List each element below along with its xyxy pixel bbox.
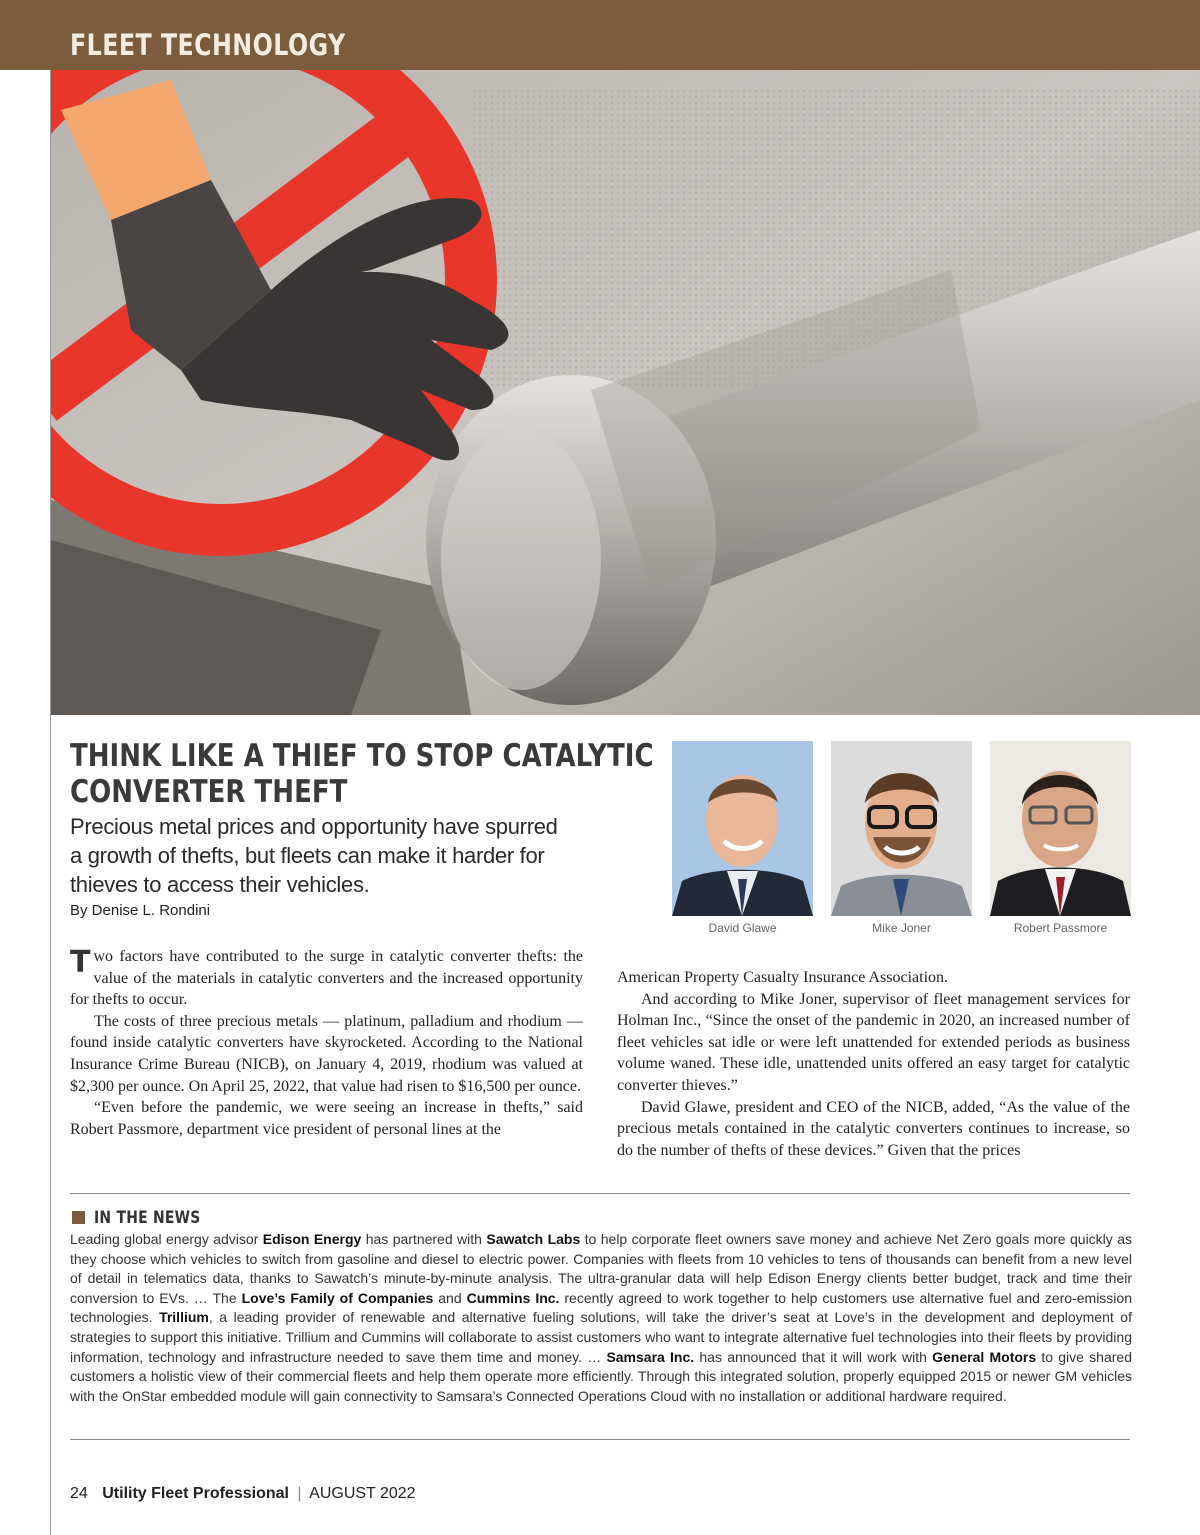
- headshot-david-glawe: [672, 741, 813, 916]
- section-label: FLEET TECHNOLOGY: [70, 28, 346, 62]
- news-company: General Motors: [932, 1348, 1037, 1365]
- paragraph-6: David Glawe, president and CEO of the NICB, added, “As the value of the precious metals contained in the catalytic converters continues to increase, so do the number of thefts of these devices.” Given that the prices: [617, 1098, 1130, 1159]
- paragraph-1-text: wo factors have contributed to the surge in catalytic converter thefts: the value of the materials in catalytic converters and the increased opportunity for thefts to occur.: [70, 948, 583, 1009]
- caption-robert-passmore: Robert Passmore: [1013, 921, 1108, 935]
- news-square-icon: [72, 1211, 85, 1224]
- paragraph-1: [70, 946, 583, 1011]
- page-number: 24: [70, 1485, 88, 1502]
- news-text: to give shared customers a holistic view of their commercial fleets and help them operate more efficiently. Through this integrated solution, properly equipped 2015 or newer GM vehicles with the OnStar embedded module will gain connectivity to Samsara’s Connected Operations Cloud with no installation or additional hardware required.: [70, 1348, 1132, 1404]
- news-text: recently agreed to work together to help customers use alternative fuel and zero-emission technologies.: [70, 1289, 1132, 1326]
- news-body: [70, 1230, 1132, 1406]
- news-text: Leading global energy advisor: [70, 1231, 263, 1247]
- headline-line-2: CONVERTER THEFT: [70, 774, 348, 810]
- caption-mike-joner: Mike Joner: [872, 921, 931, 935]
- page-footer: [70, 1485, 416, 1503]
- headline-line-1: THINK LIKE A THIEF TO STOP CATALYTIC: [70, 738, 654, 774]
- article-column-2: [617, 967, 1130, 1161]
- paragraph-3: “Even before the pandemic, we were seeing an increase in thefts,” said Robert Passmore, department vice president of personal lines at the: [70, 1099, 583, 1138]
- news-company: Sawatch Labs: [486, 1231, 581, 1247]
- byline: By Denise L. Rondini: [70, 902, 211, 919]
- drop-cap: T: [70, 945, 91, 980]
- headshot-robert-passmore: [990, 741, 1131, 916]
- article-deck: Precious metal prices and opportunity have spurred a growth of thefts, but fleets can make it harder for thieves to access their vehicles.: [70, 814, 558, 897]
- news-company: Love’s Family of Companies: [241, 1289, 434, 1306]
- news-company: Samsara Inc.: [606, 1348, 695, 1365]
- news-title: IN THE NEWS: [94, 1208, 201, 1228]
- paragraph-5: And according to Mike Joner, supervisor of fleet management services for Holman Inc., “Since the onset of the pandemic in 2020, an increased number of fleet vehicles sat idle or were left unattended for extended periods as business volume waned. These idle, unattended units offered an easy target for catalytic converter thieves.”: [617, 990, 1130, 1094]
- article-column-1: [70, 946, 583, 1140]
- news-text: has partnered with: [361, 1231, 487, 1247]
- news-company: Cummins Inc.: [466, 1289, 560, 1306]
- news-divider-bottom: [70, 1439, 1130, 1440]
- caption-david-glawe: David Glawe: [708, 921, 777, 935]
- paragraph-4: American Property Casualty Insurance Association.: [617, 969, 949, 986]
- footer-separator: |: [297, 1485, 302, 1502]
- article-headline: [70, 738, 654, 810]
- news-text: and: [433, 1289, 467, 1306]
- headshot-mike-joner: [831, 741, 972, 916]
- issue-date: AUGUST 2022: [309, 1485, 416, 1502]
- news-text: has announced that it will work with: [694, 1348, 933, 1365]
- news-divider-top: [70, 1193, 1130, 1194]
- news-company: Trillium: [159, 1309, 209, 1326]
- hero-illustration: [51, 70, 1200, 715]
- news-text: to help corporate fleet owners save money and achieve Net Zero goals more quickly as they choose which vehicles to switch from gasoline and diesel to electric power. Companies with fleets from 10 vehicles to tens of thousands can benefit from a new level of detail in telematics data, thanks to Sawatch’s minute-by-minute analysis. The ultra-granular data will help Edison Energy clients better budget, track and time their conversion to EVs. … The: [70, 1231, 1132, 1306]
- news-company: Edison Energy: [262, 1231, 362, 1247]
- news-text: , a leading provider of renewable and alternative fueling solutions, will take the driver’s seat at Love’s in the development and deployment of strategies to support this initiative. Trillium and Cummins will collaborate to assist customers who want to integrate alternative fuel technologies into their fleets by providing information, technology and infrastructure needed to save them time and money. …: [70, 1309, 1132, 1365]
- paragraph-2: The costs of three precious metals — platinum, palladium and rhodium — found inside catalytic converters have skyrocketed. According to the National Insurance Crime Bureau (NICB), on January 4, 2019, rhodium was valued at $2,300 per ounce. On April 25, 2022, that value had risen to $16,500 per ounce.: [70, 1012, 583, 1095]
- magazine-name: Utility Fleet Professional: [102, 1485, 289, 1502]
